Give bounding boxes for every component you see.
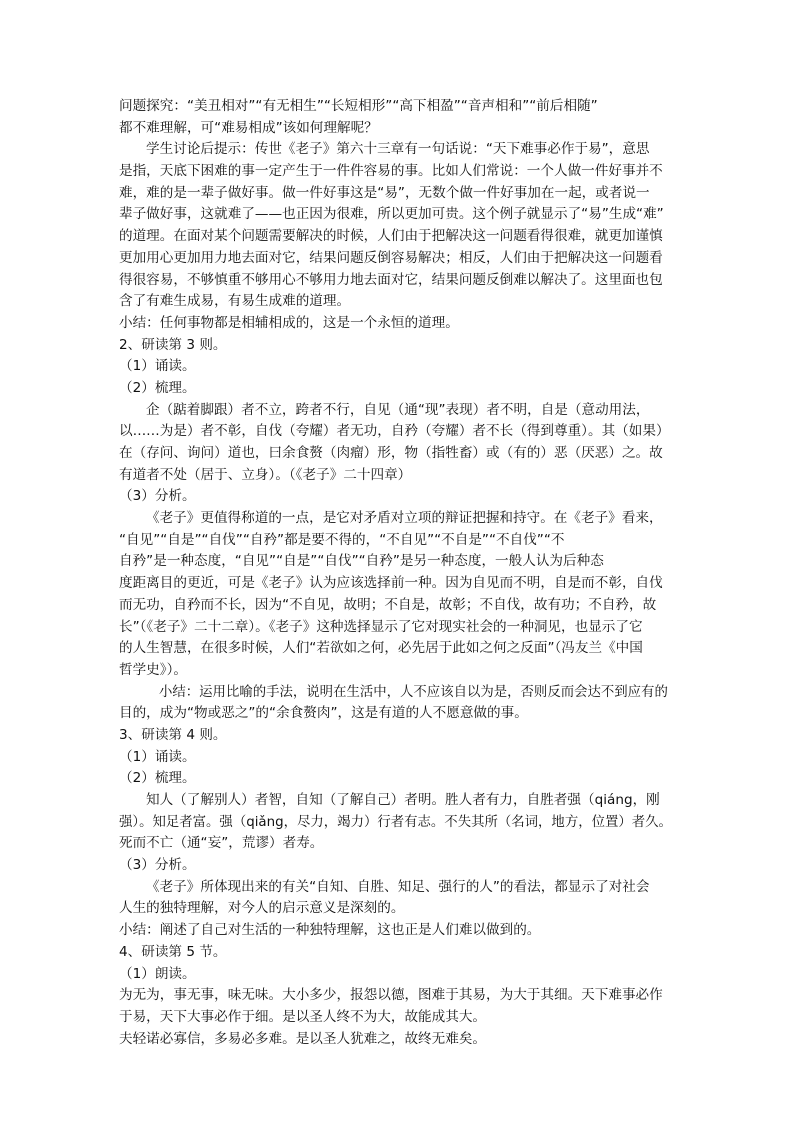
text-line: 死而不亡（通“妄”，荒谬）者寿。 — [119, 835, 324, 852]
text-line: 问题探究：“美丑相对”“有无相生”“长短相形”“高下相盈”“音声相和”“前后相随” — [119, 98, 598, 114]
text-line: “自见”“自是”“自伐”“自矜”都是要不得的，“不自见”“不自是”“不自伐”“不 — [119, 531, 565, 548]
text-line: 都不难理解，可“难易相成”该如何理解呢？ — [119, 119, 378, 136]
text-line: 长”（《老子》二十二章）。《老子》这种选择显示了它对现实社会的一种洞见，也显示了它 — [119, 618, 643, 635]
sub-heading: （3）分析。 — [119, 857, 196, 874]
section-heading: 2、研读第 3 则。 — [119, 336, 227, 353]
text-line: 以……为是）者不彰，自伐（夸耀）者无功，自矜（夸耀）者不长（得到尊重）。其（如果） — [119, 423, 670, 440]
text-line: 知人（了解别人）者智，自知（了解自己）者明。胜人者有力，自胜者强（qiáng，刚 — [146, 792, 660, 808]
sub-heading: （1）朗读。 — [119, 965, 196, 982]
text-line: 小结：任何事物都是相辅相成的，这是一个永恒的道理。 — [119, 314, 459, 331]
text-line: 《老子》所体现出来的有关“自知、自胜、知足、强行的人”的看法，都显示了对社会 — [146, 878, 650, 895]
sub-heading: （1）诵读。 — [119, 358, 196, 375]
text-line: 夫轻诺必寡信，多易必多难。是以圣人犹难之，故终无难矣。 — [119, 1030, 487, 1047]
text-line: 《老子》更值得称道的一点，是它对矛盾对立项的辩证把握和持守。在《老子》看来， — [146, 510, 663, 527]
text-line: 的人生智慧，在很多时候，人们“若欲如之何，必先居于此如之何之反面”（冯友兰《中国 — [119, 640, 643, 657]
text-line: 度距离目的更近，可是《老子》认为应该选择前一种。因为自见而不明，自是而不彰，自伐 — [119, 575, 663, 592]
sub-heading: （2）梳理。 — [119, 379, 196, 396]
section-heading: 3、研读第 4 则。 — [119, 726, 227, 743]
text-line: 小结：运用比喻的手法，说明在生活中，人不应该自以为是，否则反而会达不到应有的 — [159, 684, 668, 700]
text-line: 有道者不处（居于、立身）。（《老子》二十四章） — [119, 466, 412, 483]
text-line: 为无为，事无事，味无味。大小多少，报怨以德，图难于其易，为大于其细。天下难事必作 — [119, 987, 663, 1004]
text-line: 目的，成为“物或恶之”的“余食赘肉”，这是有道的人不愿意做的事。 — [119, 705, 528, 722]
sub-heading: （3）分析。 — [119, 488, 196, 505]
text-line: 学生讨论后提示：传世《老子》第六十三章有一句话说：“天下难事必作于易”，意思 — [146, 141, 650, 158]
text-line: 而无功，自矜而不长，因为“不自见，故明；不自是，故彰；不自伐，故有功；不自矜，故 — [119, 596, 657, 613]
document-body — [119, 96, 675, 1050]
text-line: 强）。知足者富。强（qiǎng，尽力，竭力）行者有志。不失其所（名词，地方，位置）者久。 — [119, 814, 672, 830]
sub-heading: （1）诵读。 — [119, 748, 196, 765]
text-line: 哲学史》）。 — [119, 661, 187, 678]
text-line: 人生的独特理解，对今人的启示意义是深刻的。 — [119, 900, 405, 917]
text-line: 企（踮着脚跟）者不立，跨者不行，自见（通“现”表现）者不明，自是（意动用法， — [146, 401, 650, 418]
text-line: 得很容易，不够慎重不够用心不够用力地去面对它，结果问题反倒难以解决了。这里面也包 — [119, 271, 663, 288]
text-line: 难，难的是一辈子做好事。做一件好事这是“易”，无数个做一件好事加在一起，或者说一 — [119, 184, 650, 201]
text-line: 小结：阐述了自己对生活的一种独特理解，这也正是人们难以做到的。 — [119, 922, 541, 939]
text-line: 更加用心更加用力地去面对它，结果问题反倒容易解决；相反，人们由于把解决这一问题看 — [119, 249, 663, 266]
text-line: 的道理。在面对某个问题需要解决的时候，人们由于把解决这一问题看得很难，就更加谨慎 — [119, 228, 663, 245]
text-line: 自矜”是一种态度，“自见”“自是”“自伐”“自矜”是另一种态度，一般人认为后种态 — [119, 553, 604, 570]
section-heading: 4、研读第 5 节。 — [119, 943, 227, 960]
text-line: 于易，天下大事必作于细。是以圣人终不为大，故能成其大。 — [119, 1008, 487, 1025]
text-line: 在（存问、询问）道也，曰余食赘（肉瘤）形，物（指牲畜）或（有的）恶（厌恶）之。故 — [119, 445, 663, 461]
text-line: 辈子做好事，这就难了——也正因为很难，所以更加可贵。这个例子就显示了“易”生成“难” — [119, 206, 664, 223]
text-line: 含了有难生成易，有易生成难的道理。 — [119, 293, 351, 310]
text-line: 是指，天底下困难的事一定产生于一件件容易的事。比如人们常说：一个人做一件好事并不 — [119, 163, 663, 180]
sub-heading: （2）梳理。 — [119, 770, 196, 787]
